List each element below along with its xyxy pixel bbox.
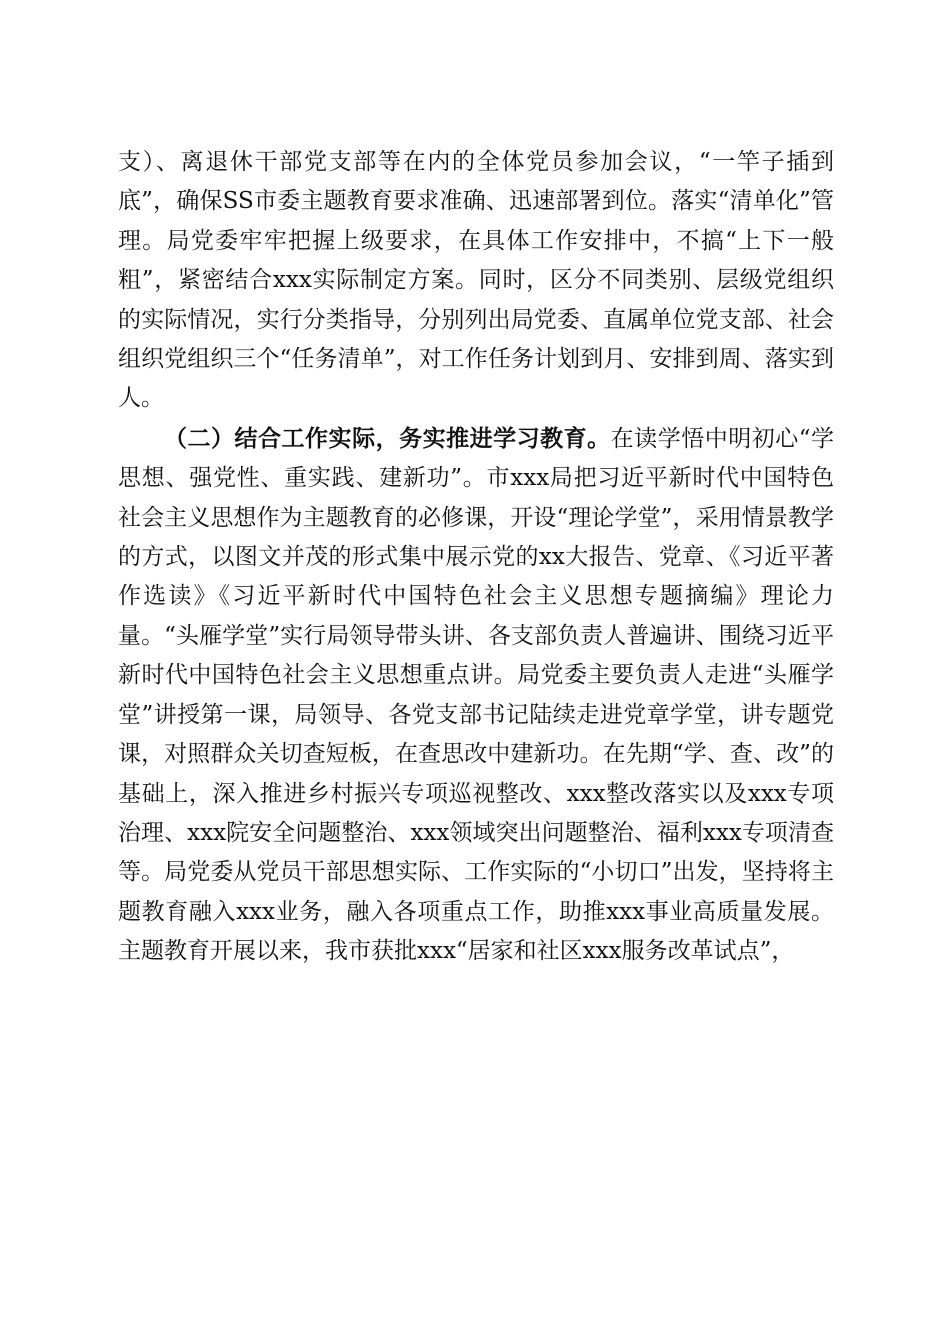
- paragraph-text: 支）、离退休干部党支部等在内的全体党员参加会议，“一竿子插到底”，确保SS市委主题教育要求准确、迅速部署到位。落实“清单化”管理。局党委牢牢把握上级要求，在具体工作安排中，不搞“上下一般粗”，紧密结合xxx实际制定方案。同时，区分不同类别、层级党组织的实际情况，实行分类指导，分别列出局党委、直属单位党支部、社会组织党组织三个“任务清单”，对工作任务计划到月、安排到周、落实到人。: [118, 149, 834, 412]
- body-paragraph-section-two: [118, 419, 834, 972]
- body-paragraph-continued: [118, 143, 834, 419]
- document-page: [118, 143, 834, 972]
- paragraph-text: 在读学悟中明初心“学思想、强党性、重实践、建新功”。市xxx局把习近平新时代中国特色社会主义思想作为主题教育的必修课，开设“理论学堂”，采用情景教学的方式，以图文并茂的形式集中展示党的xx大报告、党章、《习近平著作选读》《习近平新时代中国特色社会主义思想专题摘编》理论力量。“头雁学堂”实行局领导带头讲、各支部负责人普遍讲、围绕习近平新时代中国特色社会主义思想重点讲。局党委主要负责人走进“头雁学堂”讲授第一课，局领导、各党支部书记陆续走进党章学堂，讲专题党课，对照群众关切查短板，在查思改中建新功。在先期“学、查、改”的基础上，深入推进乡村振兴专项巡视整改、xxx整改落实以及xxx专项治理、xxx院安全问题整治、xxx领域突出问题整治、福利xxx专项清查等。局党委从党员干部思想实际、工作实际的“小切口”出发，坚持将主题教育融入xxx业务，融入各项重点工作，助推xxx事业高质量发展。主题教育开展以来，我市获批xxx“居家和社区xxx服务改革试点”，: [118, 425, 835, 965]
- section-heading: （二）结合工作实际，务实推进学习教育。: [164, 424, 611, 452]
